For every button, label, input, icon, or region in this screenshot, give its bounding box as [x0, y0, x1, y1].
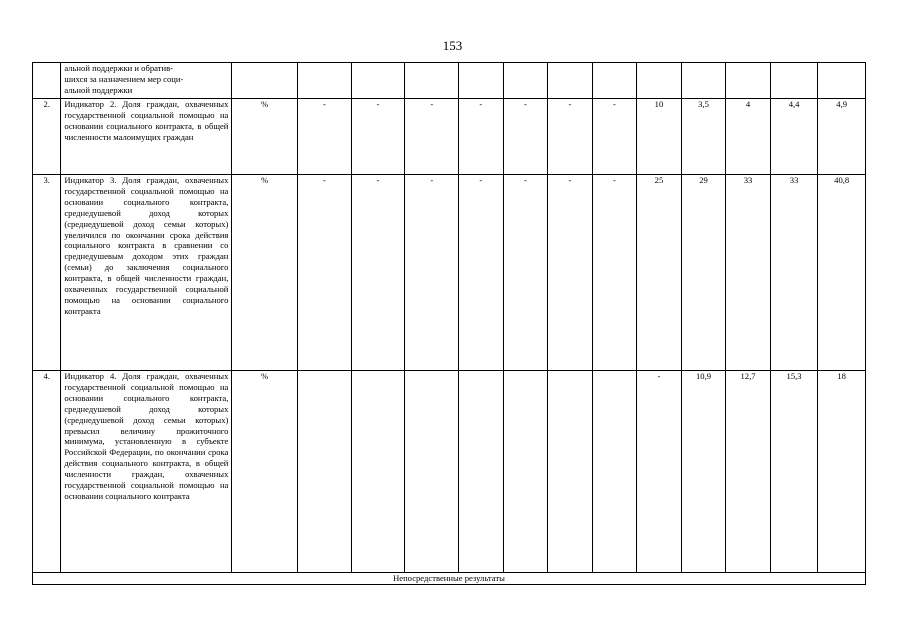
value-cell	[726, 63, 771, 99]
value-cell	[592, 63, 637, 99]
value-cell	[351, 63, 405, 99]
unit-cell	[232, 63, 298, 99]
value-cell: -	[548, 175, 593, 371]
footer-row	[33, 573, 866, 585]
value-cell: -	[459, 99, 504, 175]
value-cell	[503, 63, 548, 99]
table-row	[33, 175, 866, 371]
value-cell	[298, 63, 352, 99]
value-cell	[592, 371, 637, 573]
value-cell: 33	[770, 175, 818, 371]
unit-cell: %	[232, 371, 298, 573]
value-cell	[637, 63, 682, 99]
value-cell	[459, 63, 504, 99]
unit-cell: %	[232, 99, 298, 175]
page-number: 153	[442, 38, 463, 53]
value-cell: 10	[637, 99, 682, 175]
value-cell: -	[503, 99, 548, 175]
unit-cell: %	[232, 175, 298, 371]
table-row	[33, 371, 866, 573]
value-cell	[770, 63, 818, 99]
value-cell: 25	[637, 175, 682, 371]
value-cell	[459, 371, 504, 573]
value-cell: -	[592, 99, 637, 175]
value-cell: -	[351, 175, 405, 371]
value-cell: 18	[818, 371, 866, 573]
value-cell: 15,3	[770, 371, 818, 573]
value-cell	[548, 63, 593, 99]
value-cell	[681, 63, 726, 99]
value-cell: 4,9	[818, 99, 866, 175]
value-cell: 33	[726, 175, 771, 371]
indicators-table	[32, 62, 866, 585]
indicator-name: Индикатор 3. Доля граждан, охваченных государственной социальной помощью на основании социального контракта, среднедушевой доход которых (среднедушевой доход семьи которых) увеличился по окончании срока действия социального контракта в сравнении со среднедушевым доходом этих граждан (семьи) до заключения социального контракта, в общей численности граждан, охваченных государственной социальной помощью на основании социального контракта	[61, 175, 232, 371]
row-number: 4.	[33, 371, 61, 573]
value-cell: -	[503, 175, 548, 371]
value-cell: -	[298, 99, 352, 175]
value-cell: -	[405, 99, 459, 175]
value-cell	[503, 371, 548, 573]
value-cell: 4,4	[770, 99, 818, 175]
value-cell: -	[548, 99, 593, 175]
indicator-name: Индикатор 2. Доля граждан, охваченных государственной социальной помощью на основании социального контракта, в общей численности малоимущих граждан	[61, 99, 232, 175]
value-cell	[405, 63, 459, 99]
value-cell: -	[459, 175, 504, 371]
value-cell: 3,5	[681, 99, 726, 175]
value-cell: 4	[726, 99, 771, 175]
value-cell: -	[405, 175, 459, 371]
footer-row-label: Непосредственные результаты	[33, 573, 866, 585]
value-cell: 40,8	[818, 175, 866, 371]
row-number: 2.	[33, 99, 61, 175]
row-number	[33, 63, 61, 99]
value-cell: 29	[681, 175, 726, 371]
indicator-name: Индикатор 4. Доля граждан, охваченных государственной социальной помощью на основании социального контракта, среднедушевой доход которых (среднедушевой доход семьи которых) превысил величину прожиточного минимума, установленную в субъекте Российской Федерации, по окончании срока действия социального контракта, в общей численности граждан, охваченных государственной социальной помощью на основании социального контракта	[61, 371, 232, 573]
value-cell	[351, 371, 405, 573]
value-cell: -	[637, 371, 682, 573]
value-cell	[548, 371, 593, 573]
value-cell	[818, 63, 866, 99]
value-cell: 10,9	[681, 371, 726, 573]
value-cell	[405, 371, 459, 573]
value-cell: -	[298, 175, 352, 371]
value-cell: 12,7	[726, 371, 771, 573]
value-cell: -	[351, 99, 405, 175]
value-cell: -	[592, 175, 637, 371]
table-row	[33, 99, 866, 175]
table-row	[33, 63, 866, 99]
row-number: 3.	[33, 175, 61, 371]
indicator-name: альной поддержки и обратив- шихся за назначением мер соци- альной поддержки	[61, 63, 232, 99]
value-cell	[298, 371, 352, 573]
